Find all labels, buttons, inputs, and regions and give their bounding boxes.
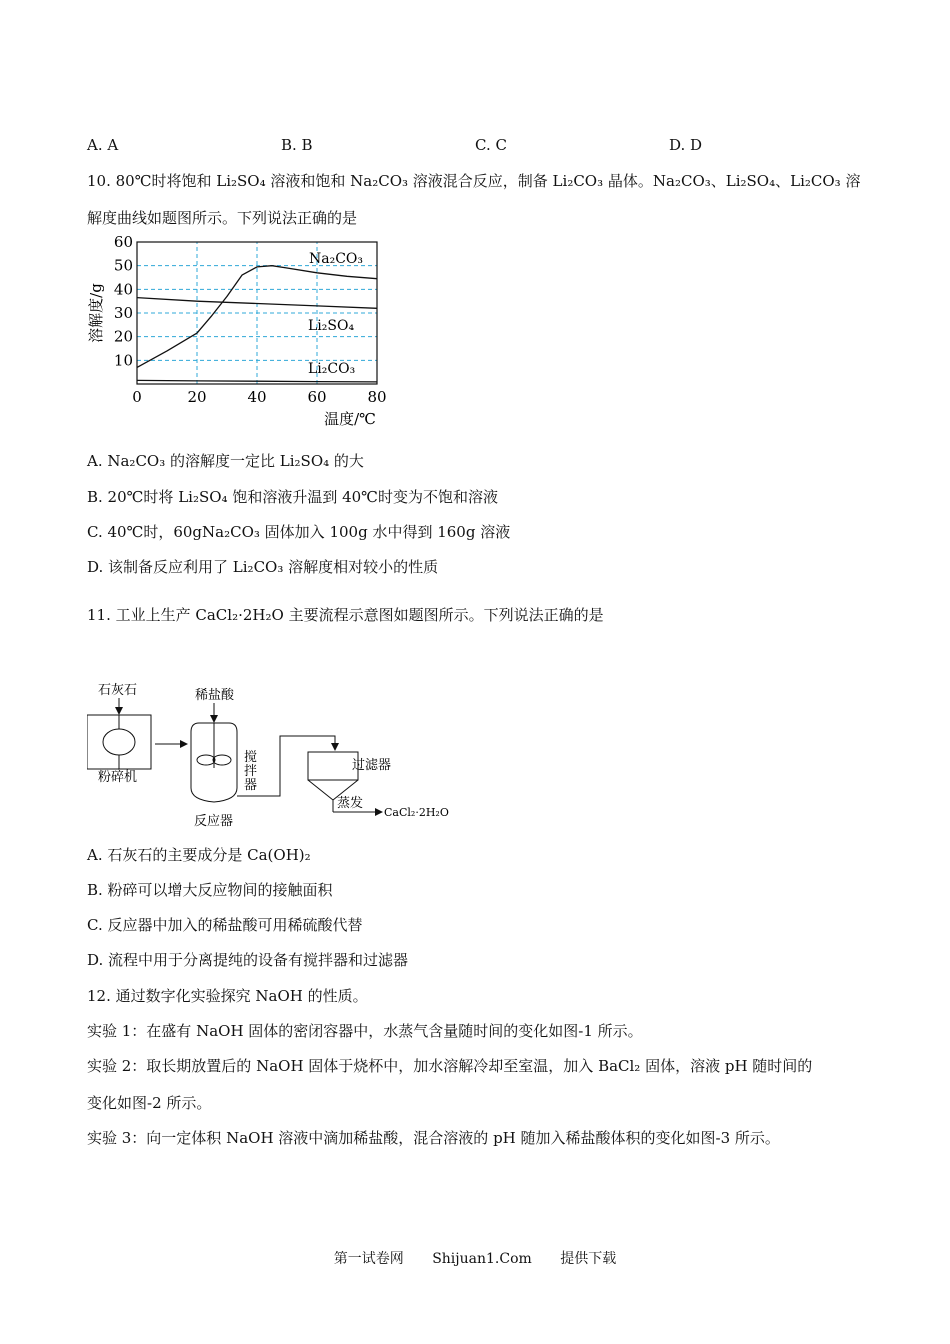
- filter-body: [308, 752, 358, 780]
- stirrer-blade-right: [213, 755, 231, 765]
- x-tick-label: 60: [307, 388, 327, 406]
- filter-label: 过滤器: [352, 758, 392, 773]
- q9-option-a: A. A: [87, 136, 119, 154]
- x-tick-label: 80: [367, 388, 387, 406]
- stirrer-char-2: 拌: [244, 764, 258, 779]
- footer-download-text: 提供下载: [560, 1251, 617, 1267]
- acid-label: 稀盐酸: [195, 688, 235, 703]
- solubility-chart: [87, 236, 397, 436]
- q12-stem: 12. 通过数字化实验探究 NaOH 的性质。: [87, 987, 368, 1005]
- reactor-label: 反应器: [194, 814, 234, 829]
- y-tick-label: 50: [113, 256, 133, 275]
- q10-option-d: D. 该制备反应利用了 Li₂CO₃ 溶解度相对较小的性质: [87, 558, 439, 576]
- x-tick-label: 40: [247, 388, 267, 406]
- stirrer-char-1: 搅: [244, 750, 258, 765]
- q11-option-c: C. 反应器中加入的稀盐酸可用稀硫酸代替: [87, 916, 363, 934]
- q10-option-a: A. Na₂CO₃ 的溶解度一定比 Li₂SO₄ 的大: [87, 452, 364, 470]
- series-label-0: Na₂CO₃: [309, 251, 364, 267]
- limestone-label: 石灰石: [98, 683, 138, 698]
- q10-option-b: B. 20℃时将 Li₂SO₄ 饱和溶液升温到 40℃时变为不饱和溶液: [87, 488, 498, 506]
- q11-option-b: B. 粉碎可以增大反应物间的接触面积: [87, 881, 333, 899]
- q11-option-a: A. 石灰石的主要成分是 Ca(OH)₂: [87, 846, 311, 864]
- series-label-2: Li₂CO₃: [308, 361, 356, 377]
- q12-exp1: 实验 1：在盛有 NaOH 固体的密闭容器中，水蒸气含量随时间的变化如图-1 所示。: [87, 1022, 643, 1040]
- crusher-drum: [103, 729, 135, 755]
- stirrer-char-3: 器: [244, 778, 258, 793]
- q12-exp2-line2: 变化如图-2 所示。: [87, 1094, 212, 1112]
- q9-option-d: D. D: [669, 136, 703, 154]
- crusher-label: 粉碎机: [98, 770, 138, 785]
- product-label: CaCl₂·2H₂O: [384, 806, 449, 819]
- q10-stem-line1: 10. 80℃时将饱和 Li₂SO₄ 溶液和饱和 Na₂CO₃ 溶液混合反应，制备 Li₂CO₃ 晶体。Na₂CO₃、Li₂SO₄、Li₂CO₃ 溶: [87, 172, 861, 190]
- series-line-2: [137, 380, 377, 382]
- footer-site-url: Shijuan1.Com: [432, 1251, 532, 1267]
- q11-option-d: D. 流程中用于分离提纯的设备有搅拌器和过滤器: [87, 951, 409, 969]
- footer-site-name: 第一试卷网: [333, 1251, 404, 1267]
- stirrer-blade-left: [197, 755, 215, 765]
- q12-exp3: 实验 3：向一定体积 NaOH 溶液中滴加稀盐酸，混合溶液的 pH 随加入稀盐酸体积的变化如图-3 所示。: [87, 1129, 780, 1147]
- y-axis-label: 溶解度/g: [87, 283, 105, 343]
- y-tick-label: 60: [113, 236, 133, 251]
- x-axis-label: 温度/℃: [324, 410, 376, 428]
- series-label-1: Li₂SO₄: [308, 318, 355, 334]
- process-flow-diagram: [87, 678, 467, 833]
- q9-option-b: B. B: [281, 136, 313, 154]
- page-footer: [0, 1248, 950, 1268]
- q10-stem-line2: 解度曲线如题图所示。下列说法正确的是: [87, 209, 358, 227]
- y-tick-label: 40: [113, 280, 133, 299]
- q10-option-c: C. 40℃时，60gNa₂CO₃ 固体加入 100g 水中得到 160g 溶液: [87, 523, 511, 541]
- y-tick-label: 20: [113, 327, 133, 346]
- evaporate-label: 蒸发: [337, 796, 364, 811]
- q12-exp2-line1: 实验 2：取长期放置后的 NaOH 固体于烧杯中，加水溶解冷却至室温，加入 BaCl₂ 固体，溶液 pH 随时间的: [87, 1057, 813, 1075]
- q11-stem: 11. 工业上生产 CaCl₂·2H₂O 主要流程示意图如题图所示。下列说法正确的是: [87, 606, 604, 624]
- q9-option-c: C. C: [475, 136, 507, 154]
- x-tick-label: 0: [132, 388, 142, 406]
- x-tick-label: 20: [187, 388, 207, 406]
- y-tick-label: 30: [113, 304, 133, 322]
- y-tick-label: 10: [113, 351, 133, 370]
